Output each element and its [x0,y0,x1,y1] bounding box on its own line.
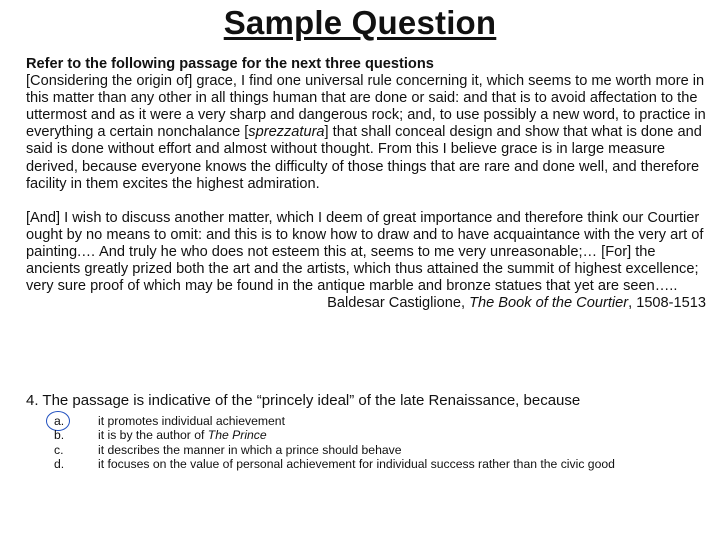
passage-block [26,56,710,312]
passage-paragraph-1 [26,73,710,193]
paragraph-1-text-before: [Considering the origin of] grace, I find one universal rule concerning it, which seems to me worth more in this matter than any other in all things human that are done or said: and that is to avoid affectation to the uttermost and as it were a very sharp and dangerous rock; and, to use possibly a new word, to practice in everything a certain nonchalance [ [26,73,706,141]
citation-work: The Book of the Courtier [469,295,629,312]
passage-paragraph-2 [26,210,710,313]
citation-years: , 1508-1513 [628,295,706,312]
option-letter: b. [54,428,65,443]
option-text: it describes the manner in which a prince should behave [98,442,402,457]
option-c[interactable] [52,443,672,457]
citation-line [26,295,710,312]
option-b[interactable] [52,428,672,442]
paragraph-2-text: [And] I wish to discuss another matter, which I deem of great importance and therefore think our Courtier ought by no means to omit: and this is to know how to draw and to have acquaintance with the very art of painting.… And truly he who does not esteem this at, seems to me very unreasonable;… [For] the ancients greatly prized both the art and the artists, which thus attained the summit of highest excellence; very sure proof of which may be found in the antique marble and bronze statues that yet are seen….. [26,209,704,295]
option-letter: a. [54,414,65,428]
option-text: it focuses on the value of personal achievement for individual success rather than the civic good [98,456,615,471]
option-letter: d. [54,456,65,471]
answer-options [52,414,672,471]
option-text [98,428,672,442]
citation-author: Baldesar Castiglione, [327,295,470,312]
passage-intro: Refer to the following passage for the next three questions [26,56,434,72]
option-d[interactable] [52,457,672,471]
option-text: it promotes individual achievement [98,414,285,428]
option-letter: c. [54,442,64,457]
paragraph-1-italic-term: sprezzatura [248,124,325,141]
option-a[interactable] [52,414,672,428]
option-b-text-before: it is by the author of [98,428,208,443]
option-b-italic-title: The Prince [207,428,267,443]
question-stem: 4. The passage is indicative of the “princely ideal” of the late Renaissance, because [26,392,581,409]
paragraph-1-text-after: ] that shall conceal design and show that what is done and said is done without effort and almost without thought. From this I believe grace is in large measure derived, because everyone knows the difficulty of those things that are rare and done well, and therefore facility in them excites the highest admiration. [26,124,702,192]
slide-title: Sample Question [223,4,497,41]
